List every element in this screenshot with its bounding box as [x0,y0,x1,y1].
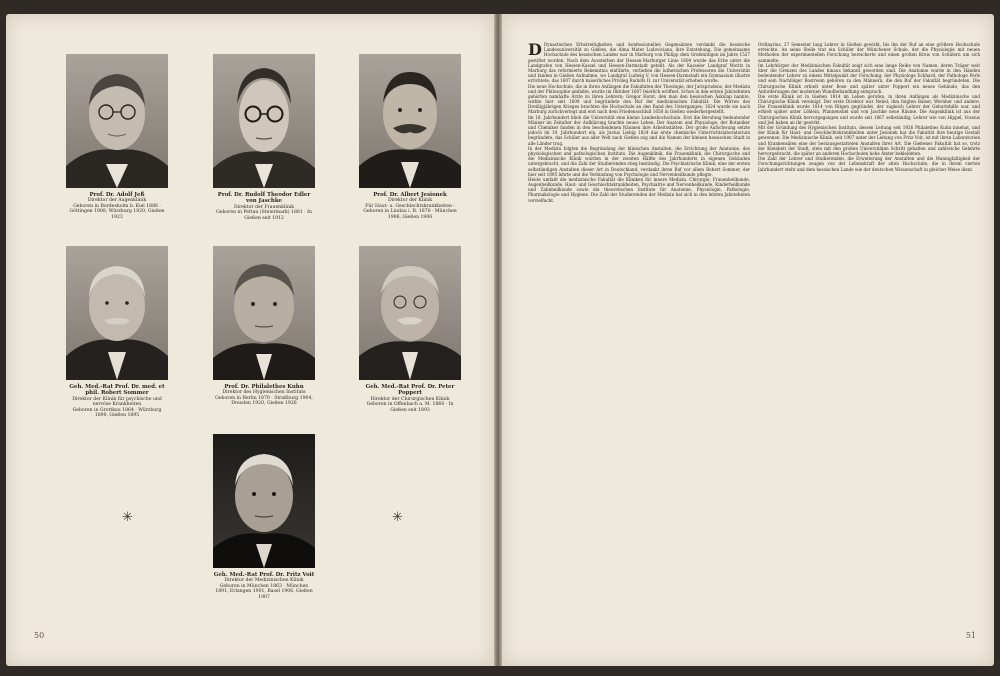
paragraph: Heute umfaßt die medizinische Fakultät die Kliniken für innere Medizin, Chirurgie, Frauenheilkunde, Augenheilkunde, Haut- und Geschlechtskrankheiten, Psychiatrie und Nervenheilkunde, Kinderheilkunde und Zahnheilkunde sowie die theoretischen Institute für Anatomie, Physiologie, Pathologie, Pharmakologie und Hygiene. Die Zahl der Studierenden der Medizin hat sich in den letzten Jahrzehnten vervielfacht. [528,176,750,203]
right-page [502,14,994,666]
paragraph: Mit der Gründung des Hygienischen Instituts, dessen Leitung seit 1926 Philalethes Kuhn innehat, und der Klinik für Haut- und Geschlechtskrankheiten unter Jesionek hat die Fakultät ihre heutige Gestalt gewonnen. Die Medizinische Klinik, seit 1907 unter der Leitung von Fritz Voit, ist mit ihren Laboratorien und Krankensälen eine der bestausgestatteten Anstalten ihrer Art. Die Gießener Fakultät hat so, trotz der Kleinheit der Stadt, stets mit den großen Universitäten Schritt gehalten und zahlreiche Gelehrte hervorgebracht, die später an anderen Hochschulen hohe Ämter bekleideten. [758,125,980,156]
portrait-name: Geh. Med.-Rat Prof. Dr. med. et phil. Robert Sommer [69,384,165,397]
page-number-left: 50 [34,631,45,640]
paragraph-text: Dynastischen Erbstreitigkeiten und konfessionellen Gegensätzen verdankt die hessische Landesuniversität zu Gießen, die Alma Mater Ludoviciana, ihre Entstehung. Die gemeinsame Hochschule des hessischen Landes war in Marburg von Philipp dem Großmütigen im Jahre 1527 gestiftet worden. Nach dem Aussterben der Hessen-Marburger Linie 1604 wurde das Erbe unter die Landgrafen von Hessen-Kassel und Hessen-Darmstadt geteilt. Als der Kasseler Landgraf Moritz in Marburg das reformierte Bekenntnis einführte, verließen die lutherischen Professoren die Universität und fanden in Gießen Aufnahme, wo Landgraf Ludwig V. von Hessen-Darmstadt ein Gymnasium illustre errichtete, das 1607 durch kaiserliches Privileg Rudolfs II. zur Universität erhoben wurde. [528,42,750,84]
portrait-photo [66,246,168,380]
paragraph: In der Medizin folgten die Begründung der klinischen Anstalten, die Errichtung der Anatomie, des physiologischen und pathologischen Instituts. Die Augenklinik, die Frauenklinik, die Chirurgische und die Medizinische Klinik wurden in der zweiten Hälfte des Jahrhunderts in eigenen Gebäuden untergebracht, und die Zahl der Studierenden stieg beständig. Die Psychiatrische Klinik, eine der ersten selbständigen Anstalten dieser Art in Deutschland, verdankt ihren Ruf vor allem Robert Sommer, der hier seit 1895 lehrte und die Verbindung von Psychologie und Nervenheilkunde pflegte. [528,145,750,177]
portrait-role: Direktor der Augenklinik [87,198,147,204]
portrait-caption [213,572,315,600]
portrait-role: Direktor der Klinik [387,198,432,204]
paragraph: Die erste Klinik ist in Gießen 1814 im Leben gerufen, in ihren Anfängen als Medizinische und Chirurgische Klinik vereinigt. Der erste Direktor war Nebel; ihm folgten Balser, Wernher und andere. Die Frauenklinik wurde 1814 von Ritgen gegründet, der zugleich Lehrer der Geburtshilfe war, und erhielt später unter Löhlein, Pfannenstiel und von Jaschke neue Räume. Die Augenklinik ist aus der Chirurgischen Klinik hervorgegangen und wurde seit 1867 selbständig; Lehrer wie von Hippel, Vossius und Jeß haben an ihr gewirkt. [758,93,980,125]
left-page [6,14,494,666]
paragraph: Im Lehrkörper der Medizinischen Fakultät zeigt sich eine lange Reihe von Namen, deren Träger weit über die Grenzen des Landes hinaus bekannt geworden sind. Die Anatomie wurde in den Händen bedeutender Lehrer zu einem Mittelpunkt der Forschung; der Physiologe Eckhard, der Pathologe Perls und sein Nachfolger Bostroem gehören zu den Männern, die den Ruf der Fakultät begründeten. Die Chirurgische Klinik erhielt unter Bose und später unter Poppert ein neues Gebäude, das den Anforderungen der modernen Wundbehandlung entsprach. [758,62,980,94]
portrait-photo [359,246,461,380]
portrait-name: Geh. Med.-Rat Prof. Dr. Fritz Voit [213,572,315,578]
portrait-name: Prof. Dr. Albert Jesionek [373,192,447,198]
portrait-photo [213,54,315,188]
paragraph: Die Zahl der Lehrer und Studierenden, die Erweiterung der Anstalten und die Mannigfaltigkeit der Forschungsrichtungen zeugen von der Lebenskraft der alten Hochschule, die in ihrem vierten Jahrhundert steht und dem hessischen Lande wie der deutschen Wissenschaft in gleicher Weise dient. [758,156,980,172]
portrait-bio: Für Haut- u. Geschlechtskrankheiten · Geboren in Lindau i. B. 1870 · München 1906, Gießen 1906 [363,203,457,220]
portrait-role: Direktor der Frauenklinik [233,204,295,210]
book-gutter [494,14,502,666]
portrait-caption [359,384,461,413]
portrait-role: Direktor des Hygienischen Instituts [222,390,306,396]
paragraph: Ordinarius, 37 Semester lang Lehrer in Gießen gewirkt, bis ihn der Ruf an eine größere Hochschule erreichte. An seine Stelle trat ein Schüler der Münchener Schule, der die Physiologie mit neuen Methoden der experimentellen Forschung bereicherte und einen großen Kreis von Schülern um sich sammelte. [758,42,980,63]
drop-cap: D [528,42,542,59]
portrait-photo [359,54,461,188]
portrait-bio: Geboren in Grottkau 1864 · Würzburg 1890, Gießen 1895 [72,407,162,419]
portrait-bio: Geboren in Berlin 1870 · Straßburg 1904, Dresden 1920, Gießen 1926 [215,395,313,407]
portrait-jaschke [213,54,315,221]
portrait-name: Prof. Dr. Philalethes Kuhn [224,384,304,390]
portrait-role: Direktor der Klinik für psychische und nervöse Krankheiten [72,396,162,408]
text-column-2 [758,42,980,642]
paragraph: Die neue Hochschule, die in ihren Anfängen die Fakultäten der Theologie, der Jurisprudenz, der Medizin und der Philosophie umfaßte, wurde im Oktober 1607 feierlich eröffnet. Schon in den ersten Jahrzehnten gehörten namhafte Ärzte zu ihren Lehrern; Gregor Horst, den man den hessischen Äskulap nannte, wirkte hier seit 1609 und begründete den Ruf der medizinischen Fakultät. Die Wirren des Dreißigjährigen Krieges brachten die Hochschule an den Rand des Unterganges; 1624 wurde sie nach Marburg zurückverlegt und erst nach dem Friedensschluß 1650 in Gießen wiederhergestellt. [528,83,750,115]
portrait-bio: Geboren in Pettau (Steiermark) 1881 · In Gießen seit 1912 [216,210,312,221]
portrait-kuhn [213,246,315,407]
paragraph: Im 18. Jahrhundert blieb die Universität eine kleine Landeshochschule. Erst die Berufung bedeutender Männer im Zeitalter der Aufklärung brachte neues Leben. Der Anatom und Physiologe, der Botaniker und Chemiker fanden in den bescheidenen Räumen ihre Arbeitsstätten. Der große Aufschwung setzte jedoch im 19. Jahrhundert ein, als Justus Liebig 1824 das erste chemische Unterrichtslaboratorium begründete, das Schüler aus aller Welt nach Gießen zog und die Namen der kleinen hessischen Stadt in alle Länder trug. [528,114,750,146]
ornament-icon: ✳ [122,510,133,525]
portrait-name: Prof. Dr. Adolf Jeß [89,192,145,198]
page-number-right: 51 [965,631,976,640]
portrait-caption [66,384,168,418]
portrait-role: Direktor der Chirurgischen Klinik [370,396,450,402]
book-spread [6,14,994,666]
portrait-poppert [359,246,461,413]
portrait-caption [213,384,315,407]
portrait-voit [213,434,315,600]
portrait-caption [213,192,315,221]
portrait-bio: Geboren in München 1863 · München 1891, Erlangen 1901, Basel 1906, Gießen 1907 [215,583,313,600]
portrait-name: Prof. Dr. Rudolf Theodor Edler von Jaschke [217,192,311,205]
text-column-1 [528,42,750,642]
portrait-bio: Geboren in Offenbach a. M. 1860 · In Gießen seit 1893 [366,402,454,413]
portrait-photo [213,434,315,568]
portrait-name: Geh. Med.-Rat Prof. Dr. Peter Poppert [365,384,455,397]
portrait-bio: Geboren in Bordesholm b. Kiel 1886 · Göttingen 1908, Würzburg 1920, Gießen 1923 [69,203,165,220]
paragraph [528,42,750,84]
portrait-sommer [66,246,168,418]
portrait-photo [66,54,168,188]
ornament-icon: ✳ [392,510,403,525]
portrait-caption [66,192,168,220]
portrait-caption [359,192,461,220]
portrait-role: Direktor der Medizinischen Klinik [224,578,304,584]
portrait-photo [213,246,315,380]
portrait-jesionek [359,54,461,220]
portrait-jess [66,54,168,220]
